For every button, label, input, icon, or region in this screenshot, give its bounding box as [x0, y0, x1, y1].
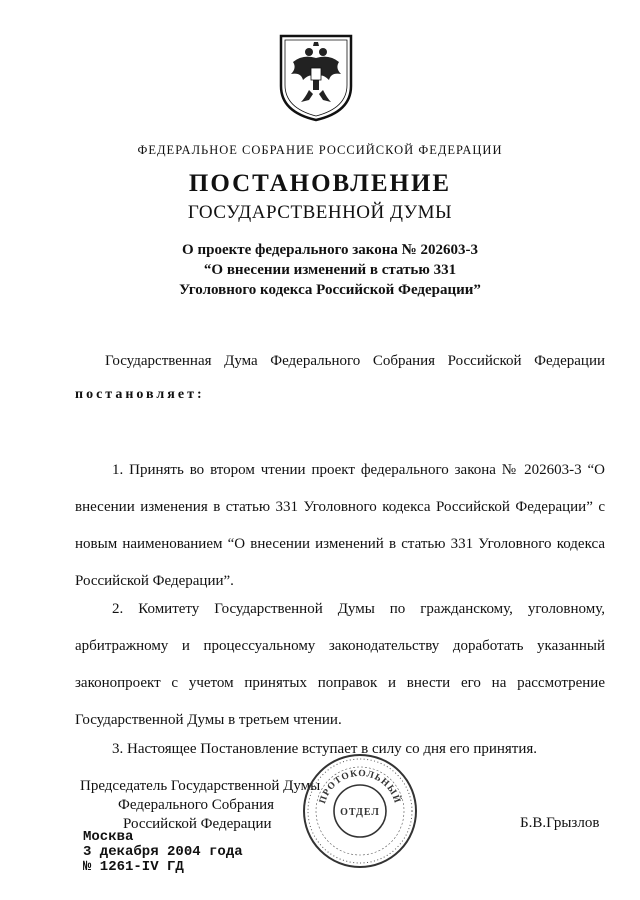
document-number: № 1261-IV ГД: [83, 859, 184, 875]
subject-line: О проекте федерального закона № 202603-3: [182, 242, 478, 258]
intro-text: Государственная Дума Федерального Собрания Российской Федерации: [105, 353, 605, 369]
document-meta: [83, 830, 243, 875]
protocol-department-stamp-icon: [300, 752, 420, 870]
signatory-name: Б.В.Грызлов: [520, 815, 600, 831]
russian-coat-of-arms-icon: [275, 28, 357, 124]
city: Москва: [83, 829, 134, 845]
parliament-name: ФЕДЕРАЛЬНОЕ СОБРАНИЕ РОССИЙСКОЙ ФЕДЕРАЦИИ: [137, 143, 503, 157]
paragraph-3: 3. Настоящее Постановление вступает в силу со дня его принятия.: [112, 741, 538, 757]
stamp-outer-text: ПРОТОКОЛЬНЫЙ: [318, 768, 402, 806]
document-subtitle: ГОСУДАРСТВЕННОЙ ДУМЫ: [187, 202, 453, 223]
svg-text:ПРОТОКОЛЬНЫЙ: [318, 769, 404, 805]
signatory-title: Российской Федерации: [123, 816, 272, 832]
document-title: ПОСТАНОВЛЕНИЕ: [188, 170, 452, 197]
subject-line: Уголовного кодекса Российской Федерации”: [179, 282, 481, 298]
signatory-title: Председатель Государственной Думы: [80, 778, 321, 794]
document-subject: [160, 240, 500, 300]
date: 3 декабря 2004 года: [83, 844, 243, 860]
paragraph-2: 2. Комитету Государственной Думы по гражданскому, уголовному, арбитражному и процессуальному законодательству доработать указанный законопроект с учетом принятых поправок и внести его на рассмотрение Государственной Думы в третьем чтении.: [75, 601, 605, 728]
resolves-word: постановляет:: [75, 387, 205, 402]
signatory-title: Федерального Собрания: [118, 797, 275, 813]
signature-block: [80, 777, 320, 834]
subject-line: “О внесении изменений в статью 331: [203, 262, 457, 278]
paragraph-1: 1. Принять во втором чтении проект федерального закона № 202603-3 “О внесении изменения в статью 331 Уголовного кодекса Российской Федерации” с новым наименованием “О внесении изменений в статью 331 Уголовного кодекса Российской Федерации”.: [75, 462, 605, 589]
stamp-inner-text: ОТДЕЛ: [340, 807, 380, 818]
